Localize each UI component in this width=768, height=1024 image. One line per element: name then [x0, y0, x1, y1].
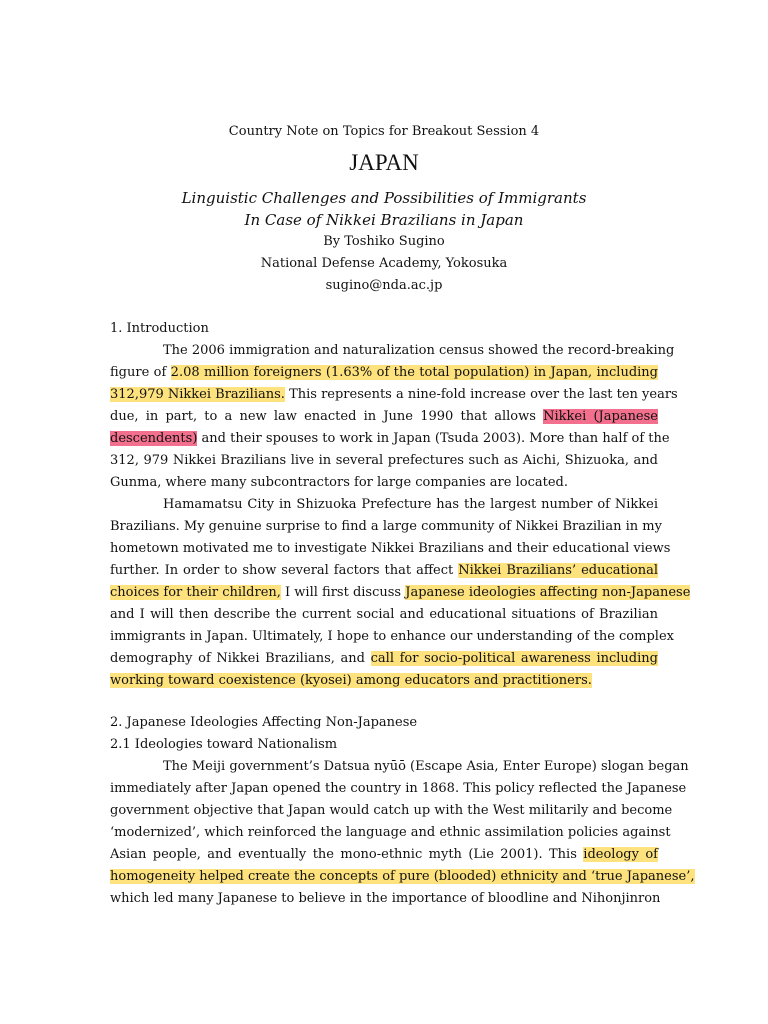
- section-1-line: [110, 539, 671, 559]
- text-run: The 2006 immigration and naturalization census showed the record-breaking: [163, 343, 675, 358]
- highlighted-text: call for socio-political awareness including: [370, 651, 658, 666]
- text-run: immediately after Japan opened the country in 1868. This policy reflected the Japanese: [110, 781, 687, 796]
- text-run: This represents a nine-fold increase over the last ten years: [284, 387, 678, 402]
- section-1-line: [110, 473, 658, 493]
- section-1-line: [110, 583, 691, 603]
- page-title: JAPAN: [349, 150, 419, 175]
- subtitle-line-1: Linguistic Challenges and Possibilities of Immigrants: [181, 189, 587, 207]
- section-1-line: [110, 451, 658, 471]
- highlighted-text: Nikkei Brazilians’ educational: [458, 563, 658, 578]
- text-run: hometown motivated me to investigate Nikkei Brazilians and their educational views: [110, 541, 671, 556]
- text-run: figure of: [110, 365, 171, 380]
- text-run: I will first discuss: [280, 585, 406, 600]
- text-run: Hamamatsu City in Shizuoka Prefecture has the largest number of Nikkei: [163, 497, 658, 512]
- section-1-line: [110, 561, 658, 581]
- highlighted-text: choices for their children,: [110, 585, 281, 600]
- section-1-line: [110, 363, 658, 383]
- section-1-line: [110, 341, 675, 361]
- text-run: Brazilians. My genuine surprise to find a large community of Nikkei Brazilian in my: [110, 519, 662, 534]
- section-2-line: [110, 757, 689, 777]
- country-note: Country Note on Topics for Breakout Session 4: [228, 124, 540, 139]
- section-1-line: [110, 407, 658, 427]
- text-run: and their spouses to work in Japan (Tsuda 2003). More than half of the: [197, 431, 670, 446]
- author: By Toshiko Sugino: [323, 234, 445, 249]
- section-1-line: [110, 605, 658, 625]
- section-1-line: [110, 671, 658, 691]
- text-run: 312, 979 Nikkei Brazilians live in several prefectures such as Aichi, Shizuoka, and: [110, 453, 658, 468]
- section-2-line: [110, 889, 661, 909]
- section-1-line: [110, 517, 662, 537]
- text-run: further. In order to show several factors that affect: [110, 563, 459, 578]
- author-email: sugino@nda.ac.jp: [325, 278, 443, 293]
- section-1-line: [110, 495, 658, 515]
- section-2-line: [110, 823, 671, 843]
- section-2-line: [110, 845, 658, 865]
- section-1-heading: 1. Introduction: [110, 321, 209, 336]
- subtitle-line-2: In Case of Nikkei Brazilians in Japan: [244, 211, 524, 229]
- highlighted-text: working toward coexistence (kyosei) among educators and practitioners.: [110, 673, 592, 688]
- section-1-line: [110, 385, 678, 405]
- text-run: ‘modernized’, which reinforced the language and ethnic assimilation policies against: [110, 825, 671, 840]
- text-run: which led many Japanese to believe in the importance of bloodline and Nihonjinron: [110, 891, 661, 906]
- highlighted-text: ideology of: [583, 847, 658, 862]
- institution: National Defense Academy, Yokosuka: [260, 256, 508, 271]
- section-2-1-heading: 2.1 Ideologies toward Nationalism: [110, 737, 338, 752]
- highlighted-text: homogeneity helped create the concepts of pure (blooded) ethnicity and ‘true Japanese’,: [110, 869, 695, 884]
- section-2-line: [110, 867, 695, 887]
- highlighted-text: descendents): [110, 431, 198, 446]
- highlighted-text: Japanese ideologies affecting non-Japanese: [405, 585, 691, 600]
- section-2-line: [110, 801, 673, 821]
- section-2-heading: 2. Japanese Ideologies Affecting Non-Japanese: [110, 715, 418, 730]
- text-run: government objective that Japan would catch up with the West militarily and become: [110, 803, 673, 818]
- highlighted-text: 312,979 Nikkei Brazilians.: [110, 387, 285, 402]
- section-1-line: [110, 429, 670, 449]
- text-run: immigrants in Japan. Ultimately, I hope to enhance our understanding of the complex: [110, 629, 674, 644]
- text-run: The Meiji government’s Datsua nyūō (Escape Asia, Enter Europe) slogan began: [163, 759, 689, 774]
- section-1-line: [110, 649, 658, 669]
- section-2-line: [110, 779, 687, 799]
- text-run: and I will then describe the current social and educational situations of Brazilian: [110, 607, 658, 622]
- section-1-line: [110, 627, 674, 647]
- text-run: due, in part, to a new law enacted in June 1990 that allows: [110, 409, 544, 424]
- text-run: Gunma, where many subcontractors for large companies are located.: [110, 475, 568, 490]
- text-run: demography of Nikkei Brazilians, and: [110, 651, 371, 666]
- highlighted-text: 2.08 million foreigners (1.63% of the total population) in Japan, including: [170, 365, 658, 380]
- text-run: Asian people, and eventually the mono-ethnic myth (Lie 2001). This: [110, 847, 584, 862]
- highlighted-text: Nikkei (Japanese: [543, 409, 658, 424]
